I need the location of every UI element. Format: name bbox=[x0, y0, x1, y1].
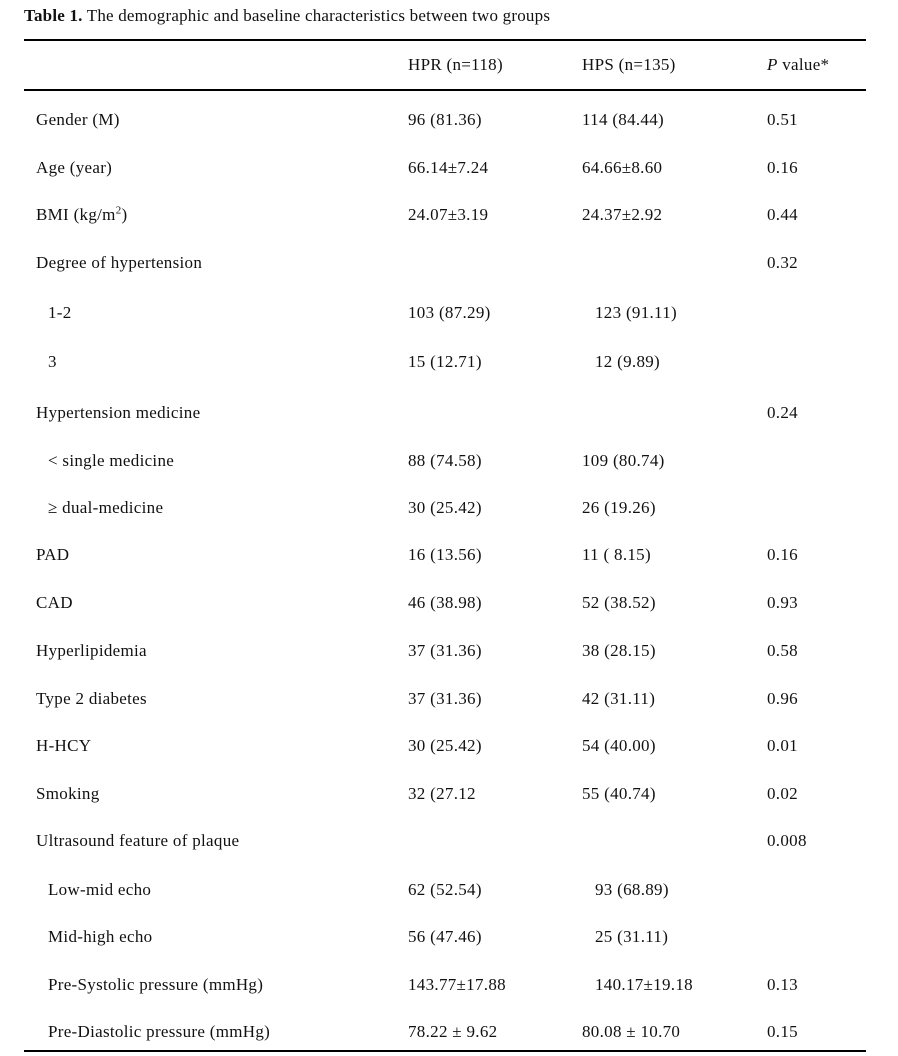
row-label-text: Type 2 diabetes bbox=[36, 689, 147, 708]
row-hpr-value: 46 (38.98) bbox=[408, 593, 482, 612]
row-p-value: 0.13 bbox=[767, 975, 798, 994]
row-label bbox=[36, 593, 73, 613]
row-label-tail: ) bbox=[121, 205, 128, 224]
row-label bbox=[36, 545, 69, 565]
table-caption-text: The demographic and baseline characteristics between two groups bbox=[82, 6, 551, 25]
table-row bbox=[24, 627, 866, 675]
row-hpr-value: 103 (87.29) bbox=[408, 303, 491, 322]
table-row bbox=[24, 866, 866, 914]
table-row bbox=[24, 239, 866, 287]
header-p-rest: value* bbox=[777, 55, 830, 74]
row-hpr-value: 143.77±17.88 bbox=[408, 975, 506, 994]
row-label-text: Degree of hypertension bbox=[36, 253, 203, 272]
row-p-value: 0.93 bbox=[767, 593, 798, 612]
row-label-text: Hyperlipidemia bbox=[36, 641, 147, 660]
row-label bbox=[48, 927, 152, 947]
row-label-text: Ultrasound feature of plaque bbox=[36, 831, 240, 850]
row-label bbox=[48, 303, 72, 323]
table-row bbox=[24, 531, 866, 579]
table-row bbox=[24, 1008, 866, 1056]
row-hpr-value: 96 (81.36) bbox=[408, 110, 482, 129]
table-row bbox=[24, 961, 866, 1009]
row-hps-value: 114 (84.44) bbox=[582, 110, 664, 129]
row-p-value: 0.96 bbox=[767, 689, 798, 708]
header-p-letter: P bbox=[767, 55, 778, 74]
row-label-text: PAD bbox=[36, 545, 70, 564]
row-hps-value: 140.17±19.18 bbox=[595, 975, 693, 994]
row-hps-value: 11 ( 8.15) bbox=[582, 545, 651, 564]
row-hps-value: 80.08 ± 10.70 bbox=[582, 1022, 681, 1041]
row-hpr-value: 24.07±3.19 bbox=[408, 205, 489, 224]
row-label-text: CAD bbox=[36, 593, 73, 612]
row-hpr-value: 62 (52.54) bbox=[408, 880, 482, 899]
row-p-value: 0.008 bbox=[767, 831, 807, 850]
row-p-value: 0.16 bbox=[767, 545, 798, 564]
row-label bbox=[36, 831, 239, 851]
row-hps-value: 38 (28.15) bbox=[582, 641, 656, 660]
row-label bbox=[36, 158, 112, 178]
row-label-text: Gender (M) bbox=[36, 110, 120, 129]
row-label-text: BMI (kg/m bbox=[36, 205, 116, 224]
row-label-text: Mid-high echo bbox=[48, 927, 153, 946]
row-hpr-value: 32 (27.12 bbox=[408, 784, 476, 803]
row-label bbox=[36, 205, 127, 225]
row-label bbox=[36, 110, 120, 130]
row-hps-value: 55 (40.74) bbox=[582, 784, 656, 803]
table-header-rule bbox=[24, 89, 866, 91]
row-p-value: 0.15 bbox=[767, 1022, 798, 1041]
row-hps-value: 123 (91.11) bbox=[595, 303, 677, 322]
header-hpr: HPR (n=118) bbox=[408, 55, 503, 74]
table-row bbox=[24, 675, 866, 723]
row-p-value: 0.02 bbox=[767, 784, 798, 803]
table-row bbox=[24, 338, 866, 386]
row-label-text: Low-mid echo bbox=[48, 880, 152, 899]
table-caption-label: Table 1. bbox=[24, 6, 83, 25]
table-row bbox=[24, 484, 866, 532]
row-hps-value: 25 (31.11) bbox=[595, 927, 669, 946]
row-hpr-value: 16 (13.56) bbox=[408, 545, 482, 564]
row-hps-value: 12 (9.89) bbox=[595, 352, 661, 371]
row-hpr-value: 56 (47.46) bbox=[408, 927, 482, 946]
row-label bbox=[36, 784, 100, 804]
row-label bbox=[48, 498, 163, 518]
row-p-value: 0.16 bbox=[767, 158, 798, 177]
table-row bbox=[24, 770, 866, 818]
row-hps-value: 42 (31.11) bbox=[582, 689, 656, 708]
row-hps-value: 54 (40.00) bbox=[582, 736, 656, 755]
table-row bbox=[24, 579, 866, 627]
row-p-value: 0.01 bbox=[767, 736, 798, 755]
row-hpr-value: 88 (74.58) bbox=[408, 451, 482, 470]
row-label-text: H-HCY bbox=[36, 736, 92, 755]
table-row bbox=[24, 96, 866, 144]
row-hps-value: 93 (68.89) bbox=[595, 880, 669, 899]
row-p-value: 0.32 bbox=[767, 253, 798, 272]
row-hps-value: 109 (80.74) bbox=[582, 451, 665, 470]
row-hps-value: 24.37±2.92 bbox=[582, 205, 663, 224]
table-header-row bbox=[24, 41, 866, 89]
row-p-value: 0.44 bbox=[767, 205, 798, 224]
row-p-value: 0.58 bbox=[767, 641, 798, 660]
row-hps-value: 26 (19.26) bbox=[582, 498, 656, 517]
row-label-text: Pre-Systolic pressure (mmHg) bbox=[48, 975, 264, 994]
row-hpr-value: 30 (25.42) bbox=[408, 498, 482, 517]
row-hps-value: 64.66±8.60 bbox=[582, 158, 663, 177]
table-row bbox=[24, 144, 866, 192]
row-label-text: 1-2 bbox=[48, 303, 72, 322]
row-label-text: Pre-Diastolic pressure (mmHg) bbox=[48, 1022, 271, 1041]
table-row bbox=[24, 191, 866, 239]
row-label bbox=[36, 253, 202, 273]
row-label-text: ≥ dual-medicine bbox=[48, 498, 164, 517]
row-label-text: Hypertension medicine bbox=[36, 403, 201, 422]
table-row bbox=[24, 389, 866, 437]
table-row bbox=[24, 817, 866, 865]
table-row bbox=[24, 913, 866, 961]
row-label bbox=[36, 736, 91, 756]
row-label bbox=[48, 975, 263, 995]
header-hps: HPS (n=135) bbox=[582, 55, 676, 74]
table-row bbox=[24, 289, 866, 337]
row-label bbox=[48, 451, 174, 471]
row-label bbox=[48, 880, 151, 900]
row-label-superscript: 2 bbox=[115, 204, 122, 217]
table-caption bbox=[24, 6, 550, 26]
row-label bbox=[36, 641, 147, 661]
table-row bbox=[24, 437, 866, 485]
row-label-text: < single medicine bbox=[48, 451, 175, 470]
row-hps-value: 52 (38.52) bbox=[582, 593, 656, 612]
row-label bbox=[48, 1022, 270, 1042]
row-hpr-value: 37 (31.36) bbox=[408, 689, 482, 708]
row-label bbox=[36, 403, 200, 423]
row-label bbox=[36, 689, 147, 709]
table-row bbox=[24, 722, 866, 770]
row-hpr-value: 37 (31.36) bbox=[408, 641, 482, 660]
row-hpr-value: 66.14±7.24 bbox=[408, 158, 489, 177]
row-p-value: 0.24 bbox=[767, 403, 798, 422]
row-hpr-value: 30 (25.42) bbox=[408, 736, 482, 755]
row-label-text: 3 bbox=[48, 352, 57, 371]
row-label bbox=[48, 352, 57, 372]
header-p-value bbox=[767, 55, 829, 75]
row-hpr-value: 78.22 ± 9.62 bbox=[408, 1022, 498, 1041]
row-label-text: Age (year) bbox=[36, 158, 113, 177]
row-p-value: 0.51 bbox=[767, 110, 798, 129]
row-label-text: Smoking bbox=[36, 784, 100, 803]
row-hpr-value: 15 (12.71) bbox=[408, 352, 482, 371]
